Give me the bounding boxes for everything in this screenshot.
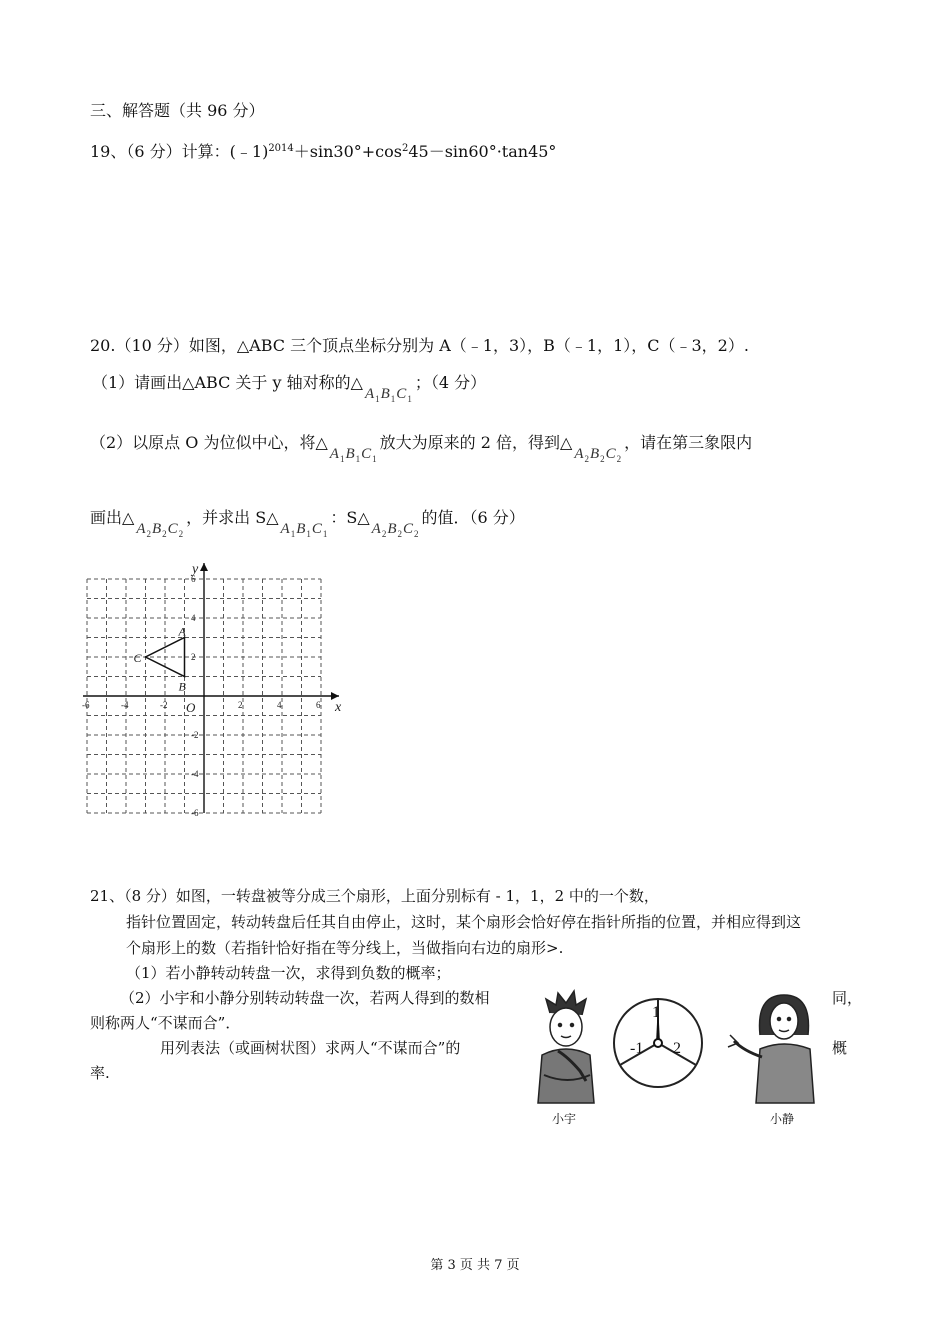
tri-a2b2c2: $A_2B_2C_2$ — [574, 446, 623, 464]
point-label-a: A — [178, 624, 186, 639]
y-tick-label: 4 — [191, 613, 196, 623]
q20-line4 — [90, 505, 525, 539]
y-tick-label: -2 — [191, 730, 199, 740]
q20-line2a: （1）请画出△ABC 关于 y 轴对称的△ — [92, 373, 363, 392]
q20-line3 — [90, 430, 753, 464]
page-footer: 第 3 页 共 7 页 — [430, 1258, 520, 1273]
question-19 — [90, 139, 556, 162]
q19-label: 19、 — [90, 142, 127, 161]
origin-label: O — [186, 700, 196, 715]
point-label-c: C — [133, 651, 142, 665]
x-tick-label: -6 — [82, 700, 90, 710]
boy-figure — [538, 991, 594, 1103]
y-tick-label: -6 — [191, 808, 199, 818]
tri-a2b2c2: $A_2B_2C_2$ — [136, 521, 185, 539]
q21-line7b: 概 — [832, 1039, 848, 1057]
q19-exp1: 2014 — [268, 143, 294, 154]
y-axis-label: y — [192, 562, 199, 577]
name-xiaojing: 小静 — [770, 1112, 795, 1126]
coordinate-grid — [82, 560, 358, 822]
spinner — [614, 999, 702, 1087]
q21-line3: 个扇形上的数（若指针恰好指在等分线上，当做指向右边的扇形>. — [126, 939, 564, 957]
point-label-b: B — [178, 679, 186, 694]
q20-line2 — [92, 370, 487, 404]
spinner-label-2: 2 — [673, 1040, 681, 1057]
q20-line1: 20.（10 分）如图，△ABC 三个顶点坐标分别为 A（﹣1，3），B（﹣1，1），C（﹣3，2）. — [90, 336, 749, 355]
q20-line3a: （2）以原点 O 为位似中心，将△ — [90, 433, 328, 452]
y-tick-label: 6 — [191, 574, 196, 584]
girl-figure — [728, 995, 814, 1103]
q21-line8: 率. — [90, 1064, 110, 1082]
spinner-illustration — [528, 985, 828, 1135]
q21-line1: 21、（8 分）如图，一转盘被等分成三个扇形，上面分别标有 - 1，1，2 中的一个数， — [90, 887, 659, 905]
x-tick-label: -2 — [160, 700, 168, 710]
spinner-label-neg1: -1 — [630, 1040, 644, 1057]
q19-text: （6 分）计算：(﹣1) — [126, 142, 269, 161]
q21-line6: 则称两人“不谋而合”． — [90, 1014, 241, 1032]
q19-rest2: 45－sin60°·tan45° — [408, 142, 557, 161]
tri-a1b1c1: $A_1B_1C_1$ — [280, 521, 329, 539]
q20-line3b: 放大为原来的 2 倍，得到△ — [379, 433, 573, 452]
x-tick-label: 4 — [277, 700, 282, 710]
spinner-label-1: 1 — [652, 1004, 660, 1021]
q21-line5: （2）小宇和小静分别转动转盘一次，若两人得到的数相 — [120, 989, 490, 1007]
q20-line4c: ：S△ — [330, 508, 370, 527]
x-axis-label: x — [335, 700, 342, 715]
y-tick-label: -4 — [191, 769, 199, 779]
q20-line2b: ；（4 分） — [414, 373, 487, 392]
q19-rest1: ＋sin30°+cos — [293, 142, 402, 161]
tri-a2b2c2: $A_2B_2C_2$ — [371, 521, 420, 539]
q20-line4d: 的值．（6 分） — [421, 508, 525, 527]
x-tick-label: 6 — [316, 700, 321, 710]
x-tick-label: 2 — [238, 700, 243, 710]
q20-line4b: ，并求出 S△ — [186, 508, 279, 527]
q21-line5b: 同， — [832, 989, 863, 1007]
q21-line4: （1）若小静转动转盘一次，求得到负数的概率； — [126, 964, 451, 982]
x-tick-label: -4 — [121, 700, 129, 710]
tri-a1b1c1: $A_1B_1C_1$ — [329, 446, 378, 464]
q21-line2: 指针位置固定，转动转盘后任其自由停止，这时，某个扇形会恰好停在指针所指的位置，并相应得到这 — [126, 913, 802, 931]
section-heading: 三、解答题（共 96 分） — [90, 101, 265, 120]
x-axis-arrow — [331, 692, 339, 700]
y-tick-label: 2 — [191, 652, 196, 662]
q19-exp2: 2 — [401, 143, 409, 154]
y-axis-arrow — [200, 563, 208, 571]
q20-line3c: ，请在第三象限内 — [624, 433, 753, 452]
q21-line7: 用列表法（或画树状图）求两人“不谋而合”的 — [160, 1039, 461, 1057]
q20-line4a: 画出△ — [90, 508, 135, 527]
tri-a1b1c1: $A_1B_1C_1$ — [364, 386, 413, 404]
name-xiaoyu: 小宇 — [552, 1112, 577, 1126]
